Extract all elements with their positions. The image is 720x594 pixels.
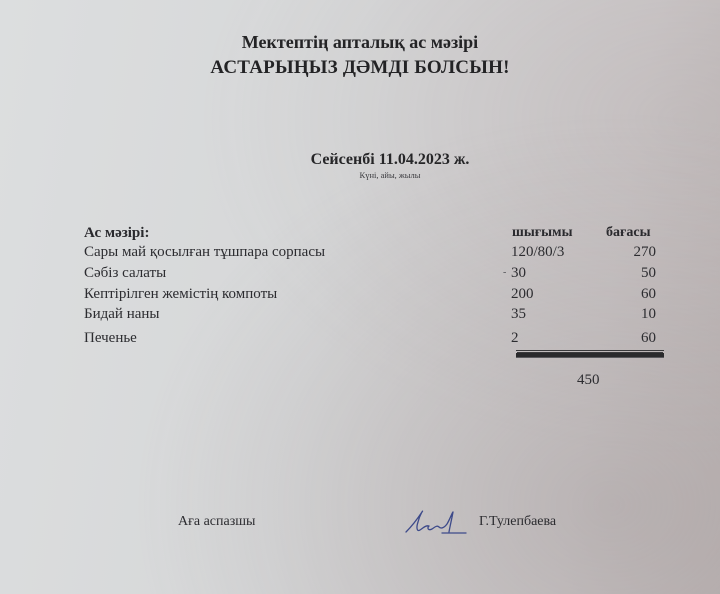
document-title: Мектептің апталық ас мәзірі [241,32,479,52]
date-caption: Күні, айы, жылы [359,170,421,180]
item-price: 60 [641,330,656,346]
menu-row [0,244,720,264]
item-name: Печенье [84,330,137,346]
item-name: Сары май қосылған тұшпара сорпасы [84,244,326,260]
item-name: Кептірілген жемістің компоты [84,286,278,302]
menu-row [0,306,720,326]
total-double-rule [516,353,664,358]
signer-name: Г.Тулепбаева [479,514,557,529]
menu-row [0,330,720,350]
item-quantity: 2 [511,330,519,346]
item-name: Сәбіз салаты [84,265,167,281]
menu-heading: Ас мәзірі: [84,225,150,241]
item-price: 60 [641,286,656,302]
item-price: 50 [641,265,656,281]
menu-row [0,286,720,306]
item-quantity: 200 [511,286,534,302]
document-subtitle: АСТАРЫҢЫЗ ДӘМДІ БОЛСЫН! [210,57,510,78]
signature-icon [402,508,468,538]
item-quantity: 30 [511,265,526,281]
item-name: Бидай наны [84,306,160,322]
item-quantity: 35 [511,306,526,322]
menu-total: 450 [577,372,600,388]
column-header-price: бағасы [606,225,651,240]
menu-date: Сейсенбі 11.04.2023 ж. [310,151,470,168]
pen-mark-icon: - [503,267,507,278]
menu-row [0,265,720,285]
signer-role: Аға аспазшы [178,514,256,529]
item-price: 270 [633,244,656,260]
item-quantity: 120/80/3 [511,244,565,260]
column-header-quantity: шығымы [512,225,573,240]
item-price: 10 [641,306,656,322]
